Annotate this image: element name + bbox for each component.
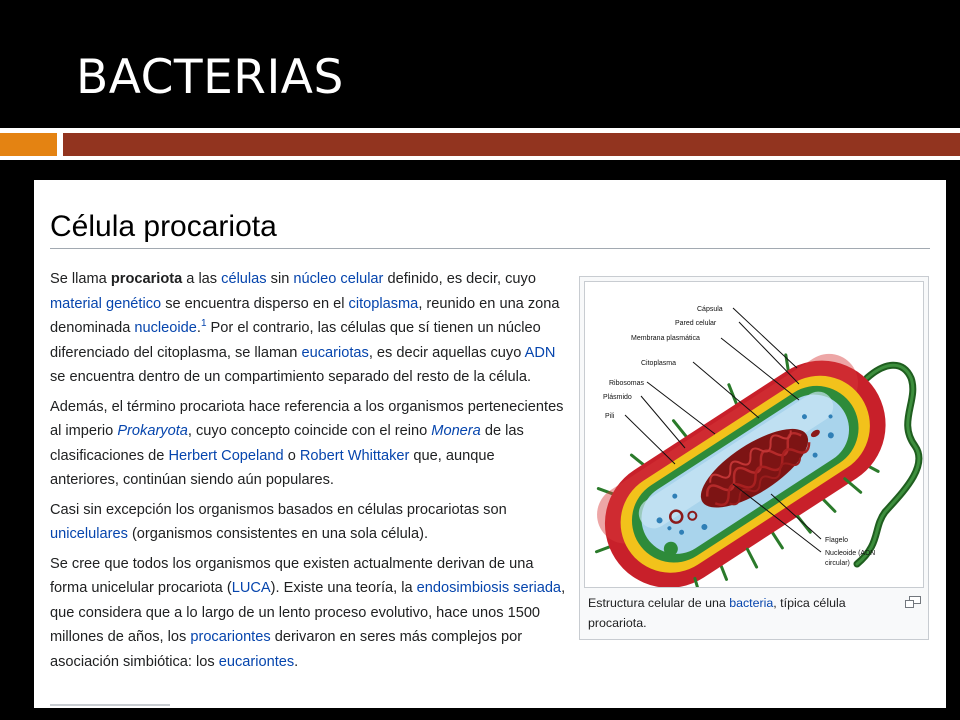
paragraph-2: Además, el término procariota hace referencia a los organismos pertenecientes al imperio Prokaryota, cuyo concepto coincide con el reino Monera de las clasificaciones de Herbert Copeland o Robert Whittaker que, aunque anteriores, continúan siendo aún populares. (50, 398, 564, 488)
bottom-divider (50, 704, 170, 706)
article-title: Célula procariota (50, 210, 277, 243)
enlarge-icon[interactable] (905, 596, 921, 608)
label-pili: Pili (605, 413, 615, 420)
label-capsula: Cápsula (697, 306, 723, 313)
bold-term: procariota (110, 271, 183, 287)
label-pared-celular: Pared celular (675, 320, 717, 327)
label-nucleoide-line2: circular) (825, 560, 850, 567)
link-nucleoide[interactable]: nucleoide (134, 320, 197, 336)
article-body (50, 267, 566, 679)
link-prokaryota[interactable]: Prokaryota (117, 423, 188, 439)
link-luca[interactable]: LUCA (231, 580, 271, 596)
label-membrana: Membrana plasmática (631, 335, 700, 342)
paragraph-3: Casi sin excepción los organismos basados en células procariotas son unicelulares (organismos consistentes en una sola célula). (50, 501, 507, 542)
bacteria-diagram[interactable] (584, 281, 924, 588)
figure-thumbnail (579, 276, 929, 640)
label-ribosomas: Ribosomas (609, 380, 645, 387)
link-bacteria[interactable]: bacteria (729, 596, 774, 610)
link-monera[interactable]: Monera (431, 423, 481, 439)
link-robert-whittaker[interactable]: Robert Whittaker (299, 447, 410, 464)
slide-title: BACTERIAS (76, 50, 344, 105)
reference-1[interactable]: 1 (200, 318, 207, 330)
link-celulas[interactable]: células (221, 271, 267, 287)
link-material-genetico[interactable]: material genético (50, 295, 162, 312)
label-nucleoide-line1: Nucleoide (ADN (825, 550, 876, 557)
link-citoplasma[interactable]: citoplasma (348, 295, 419, 312)
link-nucleo-celular[interactable]: núcleo celular (293, 271, 384, 287)
label-flagelo: Flagelo (825, 537, 848, 544)
link-herbert-copeland[interactable]: Herbert Copeland (168, 447, 284, 464)
paragraph-4: Se cree que todos los organismos que existen actualmente derivan de una forma unicelular procariota (LUCA). Existe una teoría, la endosimbiosis seriada, que considera que a lo largo de un lento proceso evolutivo, hace unos 1500 millones de años, los procariontes derivaron en seres más complejos por asociación simbiótica: los eucariontes. (50, 555, 566, 670)
link-procariontes[interactable]: procariontes (190, 629, 271, 645)
title-accent-bar (0, 128, 960, 160)
title-divider (50, 248, 930, 249)
figure-caption: Estructura celular de una bacteria, típica célula procariota. (588, 596, 846, 630)
label-citoplasma: Citoplasma (641, 360, 677, 367)
link-adn[interactable]: ADN (524, 344, 556, 361)
wikipedia-article-screenshot (34, 180, 946, 708)
link-eucariontes[interactable]: eucariontes (218, 653, 295, 670)
bacteria-diagram-svg (585, 282, 923, 587)
link-endosimbiosis-seriada[interactable]: endosimbiosis seriada (416, 580, 562, 596)
link-unicelulares[interactable]: unicelulares (50, 526, 128, 542)
label-plasmido: Plásmido (603, 394, 632, 401)
link-eucariotas[interactable]: eucariotas (301, 344, 369, 361)
accent-square (0, 133, 57, 156)
accent-line (63, 133, 960, 156)
paragraph-1: Se llama procariota a las células sin núcleo celular definido, es decir, cuyo material genético se encuentra disperso en el citoplasma, reunido en una zona denominada nucleoide.$^1$ Por el contrario, las células que sí tienen un núcleo diferenciado del citoplasma, se llaman eucariotas, es decir aquellas cuyo ADN se encuentra dentro de un compartimiento separado del resto de la célula. (50, 271, 560, 385)
